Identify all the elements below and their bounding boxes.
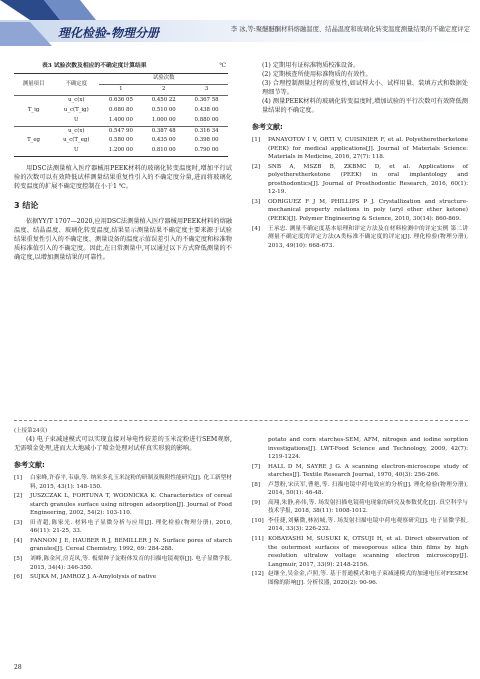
reference-text: 白家峰,许春平,韦康,等. 纳米多孔玉米淀粉的研制及吸附性能研究[J]. 化工新型材料, 2015, 43(1): 148-150. xyxy=(30,475,232,490)
section-heading-conclusion: 3 结论 xyxy=(14,200,39,210)
table-cell: 0.450 22 xyxy=(151,97,176,104)
reference-number: [7] xyxy=(252,463,261,470)
reference-text: 卢慧粉,宋庆军,曹艳,等. 扫描电镜中荷电效应的分析[J]. 理化检验(物理分册), 2014, 50(1): 46-48. xyxy=(268,481,468,497)
reference-item xyxy=(14,537,232,554)
reference-item xyxy=(252,463,468,480)
list-item: (2) 定期核查所使用标准物质的有效性。 xyxy=(262,70,372,78)
list-item: (4) 测量PEEK材料的玻璃化转变温度时,增加试验的平行次数可有效降低测量结果的不确定度。 xyxy=(262,97,468,114)
table-cell: 0.435 00 xyxy=(151,137,176,144)
table-header-trials: 试验次数 xyxy=(99,74,228,85)
left-column-bottom xyxy=(14,436,232,583)
journal-logo: 理化检验-物理分册 xyxy=(58,26,159,40)
reference-item xyxy=(252,517,468,534)
reference-item xyxy=(14,474,232,491)
reference-item xyxy=(252,570,468,587)
reference-text: 刘峰,陈金河,房克凤,等. 板栗种子淀粉体发育的扫描电镜观察[J]. 电子显微学报, 2015, 34(4): 346-350. xyxy=(30,556,232,571)
reference-text: 赵继全,吴金金,卢照,等. 基于普通模式和电子束减速模式的加速电压对FESEM图像的影响[J]. 分析仪器, 2020(2): 90-96. xyxy=(268,571,468,586)
reference-item xyxy=(14,519,232,536)
reference-number: [11] xyxy=(252,536,264,543)
table-cell: 1.000 00 xyxy=(151,116,176,123)
table-cell: 0.680 80 xyxy=(108,106,133,113)
table-cell: 1.400 00 xyxy=(108,116,133,123)
table-cell-label: u_c(T_ig) xyxy=(63,106,89,113)
list-item: (1) 定期用有证标准物质校准设备。 xyxy=(262,62,360,69)
reference-number: [2] xyxy=(14,493,23,500)
table-cell-label: U xyxy=(74,147,79,154)
table-cell-label: u_c(T_eg) xyxy=(63,137,90,144)
paragraph: 依据YY/T 1707—2020,应用DSC法测量植入医疗器械用PEEK材料的熔融温度、结晶温度、玻璃化转变温度,结果显示测量结果不确定度主要来源于试验结果重复性引入的不确定度、测量设备的温度示值误差引入的不确定度和标准物质标准值引入的不确定度。因此,在日常测量中,可以通过以下方式降低测量的不确定度,以增加测量结果的可靠性。 xyxy=(14,217,232,261)
paragraph: 用DSC法测量植入医疗器械用PEEK材料的玻璃化转变温度时,增加平行试验的次数可以有效降低试样测量结果重复性引入的不确定度分量,进而将玻璃化转变温度的扩展不确定度控制在小于1 ℃。 xyxy=(14,165,232,190)
reference-number: [2] xyxy=(252,163,261,170)
table-cell: 0.387 48 xyxy=(151,127,176,134)
reference-text: 李佳捷,刘紫微,林初城,等. 场发射扫描电镜中荷电观察研究[J]. 电子显微学报, 2014, 33(3): 226-232. xyxy=(268,517,468,533)
reference-number: [3] xyxy=(252,198,261,205)
reference-item-continued xyxy=(252,436,468,462)
table-caption xyxy=(42,62,232,70)
table-cell: 0.790 00 xyxy=(194,147,219,154)
reference-text: KOBAYASHI M, SUSUKI K, OTSUJI H, et al. Direct observation of the outermost surfaces of mesoporous silica thin films by high resolution ultralow voltage scanning electron microscopy[J]. Langmuir, 2017, 33(9): 2148-2156. xyxy=(268,536,468,568)
left-column-top xyxy=(14,62,232,262)
table-cell-label: u_c(x) xyxy=(68,97,85,104)
table-cell: 0.510 00 xyxy=(151,106,176,113)
reference-number: [5] xyxy=(14,556,23,563)
reference-item xyxy=(252,499,468,516)
reference-text: 王承忠. 测量不确定度基本原理和评定方法及在材料检测中的评定实例 第二讲 测量不确定度的评定方法(A类标准不确定度的评定)[J]. 理化检验(物理分册), 2013, 49(10): 668-673. xyxy=(268,225,468,249)
table-cell-item: T_ig xyxy=(27,106,40,113)
reference-text: SNB A, MSZB B, ZKBMC D, et al. Applications of polyetheretherketone (PEEK) in oral implantology and prosthodontics[J]. Journal of Prosthodontic Research, 2016, 60(1): 12-19. xyxy=(268,163,468,196)
reference-text: HALL D M, SAYRE J G. A scanning electron-microscope study of starches[J]. Textile Research Journal, 1970, 40(3): 256-266. xyxy=(268,463,468,479)
table-cell: 0.580 00 xyxy=(108,137,133,144)
paragraph: (4) 电子束减速模式可以实现直接对导电性较差的玉米淀粉进行SEM观察,无需喷金处理,进而大大地减小了喷金处理对试样真实形貌的影响。 xyxy=(14,436,232,452)
reference-item xyxy=(14,555,232,572)
table-row xyxy=(14,126,228,136)
reference-text: potato and corn starches-SEM, AFM, nitrogen and iodine sorption investigations[J]. LWT-Food Science and Technology, 2009, 42(7): 1219-1224. xyxy=(268,437,468,461)
table-cell: 0.316 34 xyxy=(194,127,219,134)
table-cell-item: T_eg xyxy=(27,137,41,144)
table-cell: 0.636 05 xyxy=(108,97,133,104)
reference-text: ODRIGUEZ F J M, PHILLIPS P J. Crystallization and structure-mechanical property relations in poly (aryl ether ether ketone) (PEEK)[J]. Polymer Engineering & Science, 2010, 30(14): 860-869. xyxy=(268,198,468,222)
table-cell: 0.398 00 xyxy=(194,137,219,144)
reference-text: SUJKA M, JAMROZ J. A-Amylolysis of native xyxy=(30,574,157,581)
reference-item xyxy=(252,198,468,224)
reference-number: [3] xyxy=(14,519,23,526)
reference-item xyxy=(252,225,468,251)
reference-number: [9] xyxy=(252,499,261,506)
reference-text: 高翔,朱静,孙伟,等. 场发射扫描电镜荷电现象的研究及参数优化[J]. 真空科学与技术学报, 2018, 38(11): 1008-1012. xyxy=(268,499,468,515)
running-title: 李 冰,等:聚醚醚酮材料熔融温度、结晶温度和玻璃化转变温度测量结果的不确定度评定 xyxy=(230,26,470,33)
table-caption-text: 表3 试验次数及相应的不确定度计算结果 xyxy=(42,63,147,69)
table-unit: ℃ xyxy=(219,63,226,69)
table-row xyxy=(14,96,228,106)
reference-text: PANAYOTOV I V, ORTI V, CUISINIER F, et al. Polyetheretherketone (PEEK) for medical applications[J]. Journal of Materials Science: Materials in Medicine, 2016, 27(7): 118. xyxy=(268,137,468,161)
table-cell: 1.200 00 xyxy=(108,147,133,154)
references-heading: 参考文献: xyxy=(252,122,283,131)
reference-number: [4] xyxy=(14,537,23,544)
table-header-trial-3: 3 xyxy=(204,86,209,93)
list-item: (3) 合理控制测量过程的重复性,如试样大小、试样用量、装填方式和数据处理细节等。 xyxy=(262,79,468,96)
table-header-trial-2: 2 xyxy=(161,86,166,93)
reference-number: [4] xyxy=(252,225,261,232)
continued-note: (上接第24页) xyxy=(14,428,48,434)
reference-number: [6] xyxy=(14,574,23,581)
recommendation-list xyxy=(252,62,468,116)
reference-item xyxy=(14,573,232,582)
table-header-item: 测量项目 xyxy=(22,80,45,87)
reference-item xyxy=(252,136,468,162)
references-heading: 参考文献: xyxy=(14,460,45,469)
reference-number: [1] xyxy=(14,475,23,482)
reference-item xyxy=(252,535,468,569)
reference-text: JUSZCZAK L, FORTUNA T, WODNICKA K. Characteristics of cereal starch granules surface using nitrogen adsorption[J]. Journal of Food Engineering, 2002, 54(2): 103-110. xyxy=(30,493,232,517)
right-column-top xyxy=(252,62,468,251)
reference-item xyxy=(252,163,468,197)
table-header-trial-1: 1 xyxy=(119,86,123,93)
right-column-bottom xyxy=(252,436,468,588)
table-cell-label: U xyxy=(74,116,79,123)
reference-text: 田青超,陈家光. 材料电子显微分析与应用[J]. 理化检验(物理分册), 2010, 46(11): 21-25, 33. xyxy=(30,519,232,535)
table-cell: 0.810 00 xyxy=(151,147,176,154)
page-header xyxy=(0,0,480,60)
reference-number: [12] xyxy=(252,571,264,578)
reference-item xyxy=(14,492,232,518)
table-cell: 0.367 58 xyxy=(194,97,219,104)
reference-text: FANNON J E, HAUBER R J, BEMILLER J N. Surface pores of starch granules[J]. Cereal Chemistry, 1992, 69: 284-288. xyxy=(30,537,232,553)
table-cell-label: u_c(x) xyxy=(68,127,85,134)
reference-number: [8] xyxy=(252,481,261,488)
table-cell: 0.880 00 xyxy=(194,116,219,123)
reference-number: [1] xyxy=(252,137,261,144)
table-cell: 0.547 90 xyxy=(108,127,133,134)
uncertainty-table xyxy=(14,73,228,157)
table-cell: 0.438 00 xyxy=(194,106,219,113)
page-number: 28 xyxy=(14,664,22,671)
reference-item xyxy=(252,481,468,498)
section-divider xyxy=(14,420,468,421)
table-header-uncertainty: 不确定度 xyxy=(65,80,88,87)
reference-number: [10] xyxy=(252,517,264,524)
